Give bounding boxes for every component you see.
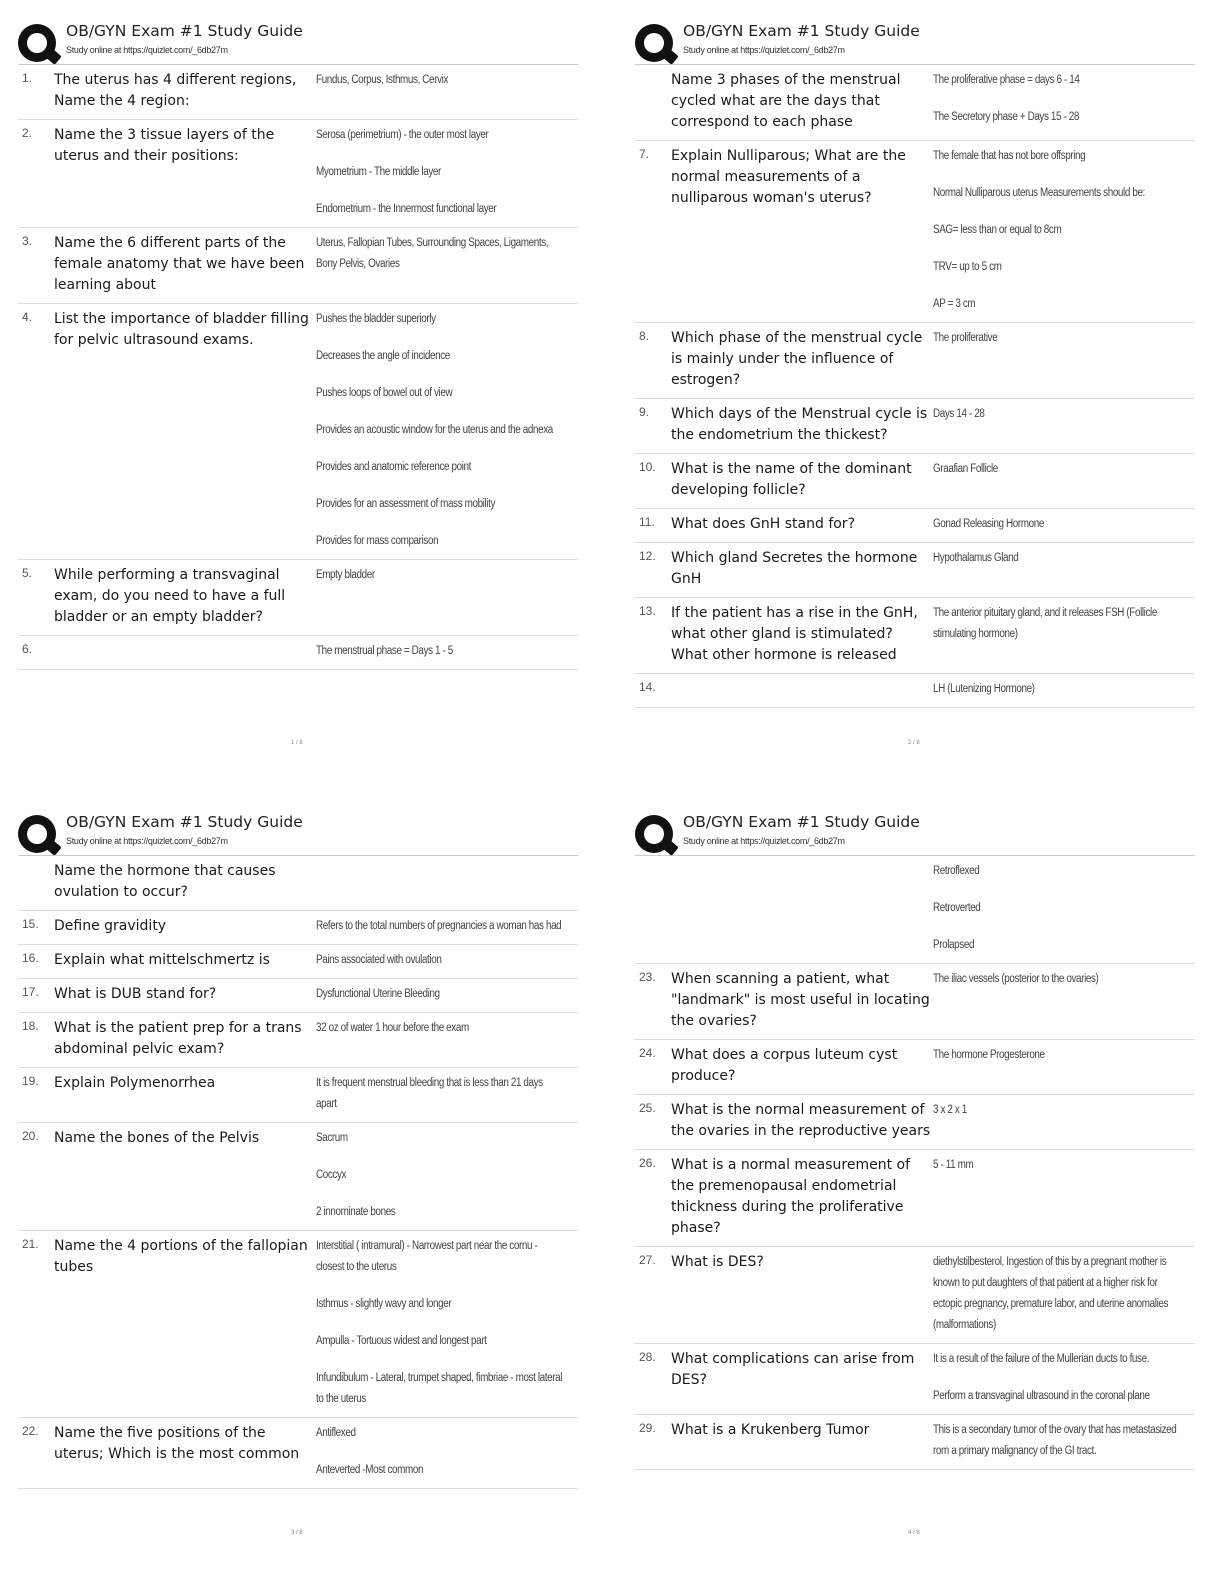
question-text: The uterus has 4 different regions, Name the 4 region:	[54, 72, 297, 109]
qa-row	[635, 1415, 1195, 1470]
question-number: 4.	[22, 310, 33, 324]
answer-text: Normal Nulliparous uterus Measurements should be:	[933, 187, 1145, 199]
qa-row	[635, 399, 1195, 454]
question-text: Name 3 phases of the menstrual cycled what are the days that correspond to each phase	[671, 72, 901, 130]
answer-block	[316, 125, 606, 220]
answer-text: 3 x 2 x 1	[933, 1104, 967, 1116]
qa-list	[635, 855, 1195, 1470]
answer-text: Uterus, Fallopian Tubes, Surrounding Spaces, Ligaments, Bony Pelvis, Ovaries	[316, 237, 549, 270]
question-number: 11.	[639, 515, 655, 529]
answer-block	[316, 1423, 606, 1481]
answer-block	[933, 861, 1223, 956]
qa-row	[635, 1344, 1195, 1415]
question-number: 28.	[639, 1350, 656, 1364]
answer-text: Fundus, Corpus, Isthmus, Cervix	[316, 74, 449, 86]
quizlet-logo-icon	[18, 815, 56, 853]
page-footer: 1 / 8	[291, 740, 303, 746]
question-text: Which days of the Menstrual cycle is the endometrium the thickest?	[671, 406, 928, 443]
quizlet-logo-icon	[635, 24, 673, 62]
qa-row	[635, 1150, 1195, 1247]
question-text: Explain Polymenorrhea	[54, 1075, 216, 1091]
answer-block	[316, 1018, 606, 1060]
answer-text: The menstrual phase = Days 1 - 5	[316, 645, 453, 657]
qa-row	[635, 509, 1195, 543]
question-number: 26.	[639, 1156, 656, 1170]
qa-row	[635, 141, 1195, 323]
question-number: 7.	[639, 147, 650, 161]
question-text: What is a normal measurement of the premenopausal endometrial thickness during the proliferative phase?	[671, 1157, 911, 1236]
answer-text: It is frequent menstrual bleeding that is less than 21 days apart	[316, 1077, 543, 1110]
qa-row	[18, 1013, 578, 1068]
answer-text: diethylstilbesterol, Ingestion of this by a pregnant mother is known to put daughters of that patient at a higher risk for ectopic pregnancy, premature labor, and uterine anomalies (malformations)	[933, 1256, 1169, 1331]
question-text: Name the 3 tissue layers of the uterus and their positions:	[54, 127, 275, 164]
answer-text: Endometrium - the Innermost functional layer	[316, 203, 497, 215]
answer-block	[316, 1236, 606, 1410]
study-page-3	[18, 811, 578, 1489]
answer-text: Decreases the angle of incidence	[316, 350, 450, 362]
qa-row	[18, 636, 578, 670]
answer-text: The iliac vessels (posterior to the ovaries)	[933, 973, 1099, 985]
page-footer: 3 / 8	[291, 1530, 303, 1536]
study-page-4	[635, 811, 1195, 1470]
question-number: 2.	[22, 126, 33, 140]
answer-text: TRV= up to 5 cm	[933, 261, 1002, 273]
qa-row	[18, 228, 578, 304]
quizlet-logo-icon	[18, 24, 56, 62]
question-number: 14.	[639, 680, 656, 694]
question-number: 6.	[22, 642, 33, 656]
answer-block	[316, 233, 606, 296]
study-online-link[interactable]: Study online at https://quizlet.com/_6db27m	[66, 45, 228, 55]
answer-block	[933, 1100, 1223, 1142]
answer-text: 2 innominate bones	[316, 1206, 396, 1218]
answer-text: Pains associated with ovulation	[316, 954, 442, 966]
answer-block	[933, 70, 1223, 133]
qa-row	[18, 979, 578, 1013]
answer-block	[316, 1128, 606, 1223]
qa-row	[18, 1231, 578, 1418]
qa-row	[18, 911, 578, 945]
question-text: What does GnH stand for?	[671, 516, 855, 532]
answer-block	[316, 641, 606, 662]
answer-text: Sacrum	[316, 1132, 348, 1144]
question-text: Name the five positions of the uterus; Which is the most common	[54, 1425, 300, 1462]
answer-block	[316, 861, 578, 903]
answer-block	[933, 1420, 1223, 1462]
qa-row	[18, 856, 578, 911]
answer-text: Interstitial ( intramural) - Narrowest part near the cornu - closest to the uterus	[316, 1240, 538, 1273]
answer-text: Provides an acoustic window for the uterus and the adnexa	[316, 424, 553, 436]
question-text: Define gravidity	[54, 918, 167, 934]
answer-text: Days 14 - 28	[933, 408, 985, 420]
qa-row	[18, 120, 578, 228]
answer-text: Retroverted	[933, 902, 981, 914]
qa-row	[18, 304, 578, 560]
answer-block	[933, 1349, 1223, 1407]
answer-text: Pushes the bladder superiorly	[316, 313, 436, 325]
page-title: OB/GYN Exam #1 Study Guide	[66, 22, 303, 40]
answer-text: LH (Lutenizing Hormone)	[933, 683, 1035, 695]
question-text	[671, 679, 933, 700]
page-title: OB/GYN Exam #1 Study Guide	[683, 22, 920, 40]
qa-row	[635, 323, 1195, 399]
answer-text: SAG= less than or equal to 8cm	[933, 224, 1062, 236]
answer-block	[933, 1155, 1223, 1239]
question-number	[635, 70, 671, 133]
answer-block	[933, 548, 1223, 590]
answer-text: Coccyx	[316, 1169, 347, 1181]
page-header	[635, 811, 1195, 855]
answer-text: 5 - 11 mm	[933, 1159, 974, 1171]
answer-text: Serosa (perimetrium) - the outer most layer	[316, 129, 489, 141]
question-text: Which gland Secretes the hormone GnH	[671, 550, 918, 587]
qa-list	[18, 855, 578, 1489]
page-footer: 4 / 8	[908, 1530, 920, 1536]
question-number: 5.	[22, 566, 33, 580]
question-number: 19.	[22, 1074, 39, 1088]
question-number: 17.	[22, 985, 39, 999]
answer-text: Graafian Follicle	[933, 463, 998, 475]
qa-row	[635, 1040, 1195, 1095]
qa-row	[635, 543, 1195, 598]
question-number: 18.	[22, 1019, 39, 1033]
question-text: What is DES?	[671, 1254, 764, 1270]
question-text: When scanning a patient, what "landmark" is most useful in locating the ovaries?	[671, 971, 930, 1029]
answer-text: Infundibulum - Lateral, trumpet shaped, fimbriae - most lateral to the uterus	[316, 1372, 563, 1405]
answer-block	[933, 1252, 1223, 1336]
answer-text: Provides for mass comparison	[316, 535, 439, 547]
answer-text: Provides and anatomic reference point	[316, 461, 472, 473]
question-text: While performing a transvaginal exam, do you need to have a full bladder or an empty bladder?	[54, 567, 286, 625]
answer-text: AP = 3 cm	[933, 298, 976, 310]
answer-text: 32 oz of water 1 hour before the exam	[316, 1022, 469, 1034]
qa-row	[635, 598, 1195, 674]
answer-text: Prolapsed	[933, 939, 975, 951]
qa-row	[18, 560, 578, 636]
question-text: Name the 6 different parts of the female anatomy that we have been learning about	[54, 235, 305, 293]
question-text: What is a Krukenberg Tumor	[671, 1422, 870, 1438]
answer-text: The female that has not bore offspring	[933, 150, 1086, 162]
answer-block	[316, 984, 606, 1005]
answer-text: Pushes loops of bowel out of view	[316, 387, 453, 399]
quizlet-logo-icon	[635, 815, 673, 853]
answer-text: Myometrium - The middle layer	[316, 166, 441, 178]
question-number: 16.	[22, 951, 39, 965]
page-footer: 2 / 8	[908, 740, 920, 746]
answer-text: The hormone Progesterone	[933, 1049, 1045, 1061]
qa-row	[635, 454, 1195, 509]
question-number: 3.	[22, 234, 33, 248]
answer-block	[316, 565, 606, 628]
question-number: 1.	[22, 71, 33, 85]
question-text: What complications can arise from DES?	[671, 1351, 915, 1388]
question-text: If the patient has a rise in the GnH, what other gland is stimulated? What other hormone is released	[671, 605, 918, 663]
answer-text: Empty bladder	[316, 569, 375, 581]
answer-block	[316, 916, 606, 937]
question-text: What is DUB stand for?	[54, 986, 217, 1002]
answer-text: It is a result of the failure of the Mullerian ducts to fuse.	[933, 1353, 1150, 1365]
question-number	[635, 861, 671, 956]
answer-block	[316, 70, 606, 112]
qa-row	[18, 1068, 578, 1123]
answer-text: Perform a transvaginal ultrasound in the coronal plane	[933, 1390, 1150, 1402]
answer-block	[316, 309, 606, 552]
question-number: 9.	[639, 405, 650, 419]
answer-block	[933, 1045, 1223, 1087]
question-number: 13.	[639, 604, 656, 618]
qa-row	[18, 65, 578, 120]
question-text	[54, 641, 316, 662]
answer-text: Hypothalamus Gland	[933, 552, 1019, 564]
question-text: Which phase of the menstrual cycle is mainly under the influence of estrogen?	[671, 330, 923, 388]
page-header	[18, 811, 578, 855]
question-text	[671, 861, 933, 956]
answer-block	[316, 950, 606, 971]
answer-text: Antiflexed	[316, 1427, 356, 1439]
answer-text: Dysfunctional Uterine Bleeding	[316, 988, 440, 1000]
qa-list	[635, 64, 1195, 708]
question-text: Name the bones of the Pelvis	[54, 1130, 260, 1146]
question-number: 27.	[639, 1253, 656, 1267]
answer-block	[933, 328, 1223, 391]
answer-block	[933, 679, 1223, 700]
question-text: List the importance of bladder filling for pelvic ultrasound exams.	[54, 311, 309, 348]
answer-block	[933, 146, 1223, 315]
question-text: Name the 4 portions of the fallopian tubes	[54, 1238, 308, 1275]
study-page-1	[18, 20, 578, 670]
answer-text: Gonad Releasing Hormone	[933, 518, 1044, 530]
question-number: 20.	[22, 1129, 39, 1143]
qa-row	[635, 674, 1195, 708]
study-online-link[interactable]: Study online at https://quizlet.com/_6db27m	[683, 45, 845, 55]
page-title: OB/GYN Exam #1 Study Guide	[66, 813, 303, 831]
question-number: 22.	[22, 1424, 39, 1438]
answer-text: The proliferative phase = days 6 - 14	[933, 74, 1080, 86]
question-text: What is the patient prep for a trans abdominal pelvic exam?	[54, 1020, 302, 1057]
question-text: Name the hormone that causes ovulation to occur?	[54, 863, 276, 900]
question-text: Explain Nulliparous; What are the normal measurements of a nulliparous woman's uterus?	[671, 148, 906, 206]
answer-block	[316, 1073, 606, 1115]
answer-text: Anteverted -Most common	[316, 1464, 424, 1476]
answer-text: This is a secondary tumor of the ovary that has metastasized rom a primary malignancy of the GI tract.	[933, 1424, 1177, 1457]
question-number: 24.	[639, 1046, 656, 1060]
question-number: 25.	[639, 1101, 656, 1115]
page-header	[18, 20, 578, 64]
answer-text: The Secretory phase + Days 15 - 28	[933, 111, 1079, 123]
answer-text: The proliferative	[933, 332, 998, 344]
answer-text: Refers to the total numbers of pregnancies a woman has had	[316, 920, 562, 932]
answer-block	[933, 404, 1223, 446]
answer-text: Isthmus - slightly wavy and longer	[316, 1298, 452, 1310]
page-title: OB/GYN Exam #1 Study Guide	[683, 813, 920, 831]
qa-row	[18, 1418, 578, 1489]
qa-row	[635, 65, 1195, 141]
question-text: What is the name of the dominant developing follicle?	[671, 461, 912, 498]
question-number: 29.	[639, 1421, 656, 1435]
answer-block	[933, 969, 1223, 1032]
question-text: What is the normal measurement of the ovaries in the reproductive years	[671, 1102, 931, 1139]
answer-text: Retroflexed	[933, 865, 980, 877]
qa-row	[635, 964, 1195, 1040]
answer-text: The anterior pituitary gland, and it releases FSH (Follicle stimulating hormone)	[933, 607, 1157, 640]
question-text: Explain what mittelschmertz is	[54, 952, 270, 968]
question-number: 10.	[639, 460, 656, 474]
question-number: 23.	[639, 970, 656, 984]
qa-row	[18, 945, 578, 979]
qa-list	[18, 64, 578, 670]
page-header	[635, 20, 1195, 64]
answer-block	[933, 603, 1223, 666]
answer-block	[933, 514, 1223, 535]
question-number: 8.	[639, 329, 650, 343]
qa-row	[635, 856, 1195, 964]
question-text: What does a corpus luteum cyst produce?	[671, 1047, 898, 1084]
answer-text: Ampulla - Tortuous widest and longest part	[316, 1335, 487, 1347]
qa-row	[18, 1123, 578, 1231]
study-online-link[interactable]: Study online at https://quizlet.com/_6db27m	[683, 836, 845, 846]
qa-row	[635, 1247, 1195, 1344]
question-number: 15.	[22, 917, 39, 931]
question-number: 12.	[639, 549, 656, 563]
study-page-2	[635, 20, 1195, 708]
study-online-link[interactable]: Study online at https://quizlet.com/_6db27m	[66, 836, 228, 846]
answer-block	[933, 459, 1223, 501]
answer-text: Provides for an assessment of mass mobility	[316, 498, 496, 510]
question-number: 21.	[22, 1237, 39, 1251]
question-number	[18, 861, 54, 903]
qa-row	[635, 1095, 1195, 1150]
